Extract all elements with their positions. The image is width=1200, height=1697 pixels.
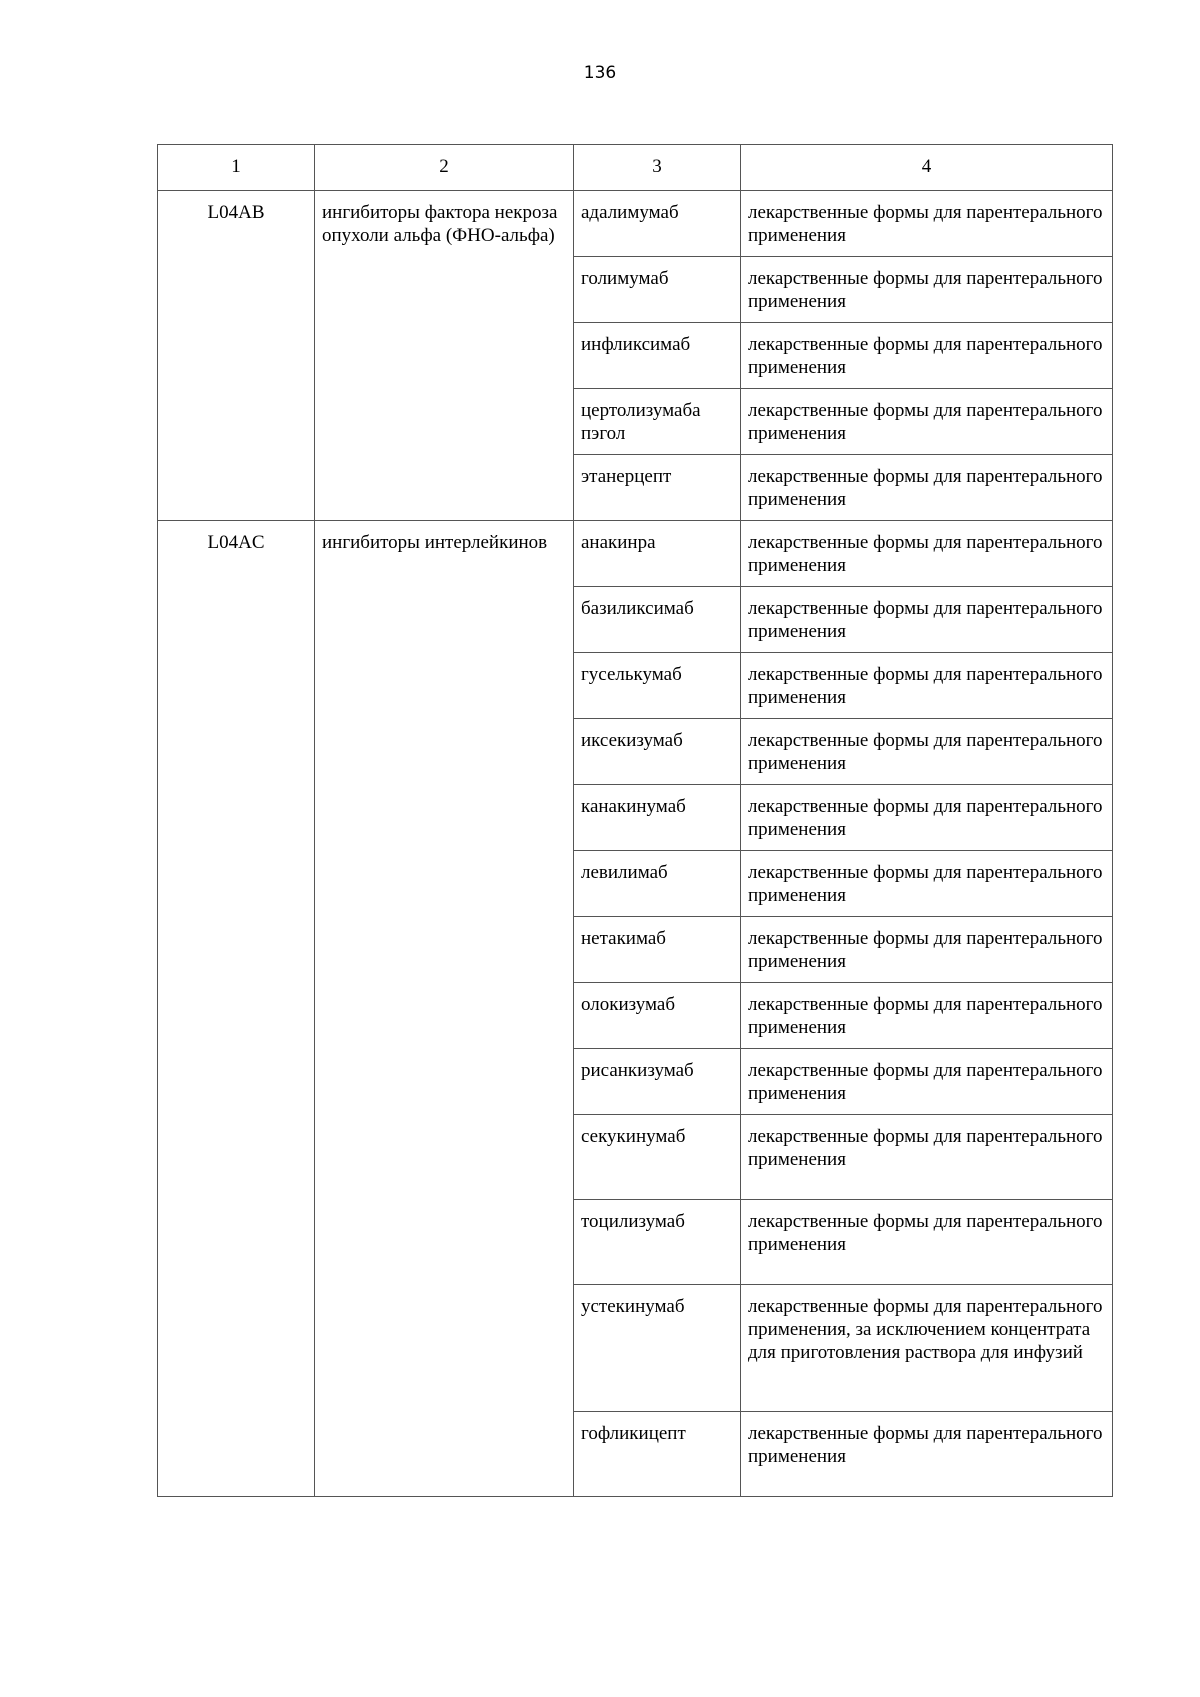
drug-name: гофликицепт xyxy=(574,1412,741,1497)
drug-name: устекинумаб xyxy=(574,1285,741,1412)
drug-name: голимумаб xyxy=(574,257,741,323)
header-cell-1: 1 xyxy=(158,145,315,191)
dosage-form: лекарственные формы для парентерального применения xyxy=(741,653,1113,719)
dosage-form: лекарственные формы для парентерального применения xyxy=(741,323,1113,389)
drug-name: канакинумаб xyxy=(574,785,741,851)
dosage-form: лекарственные формы для парентерального применения xyxy=(741,983,1113,1049)
dosage-form: лекарственные формы для парентерального применения xyxy=(741,1049,1113,1115)
table-row xyxy=(158,191,1113,257)
drug-name: рисанкизумаб xyxy=(574,1049,741,1115)
drug-name: левилимаб xyxy=(574,851,741,917)
drug-name: нетакимаб xyxy=(574,917,741,983)
group-code: L04AC xyxy=(158,521,315,1497)
drug-name: адалимумаб xyxy=(574,191,741,257)
drug-name: тоцилизумаб xyxy=(574,1200,741,1285)
group-name: ингибиторы интерлейкинов xyxy=(315,521,574,1497)
table-row xyxy=(158,521,1113,587)
drug-name: анакинра xyxy=(574,521,741,587)
table-body xyxy=(158,191,1113,1497)
drug-name: этанерцепт xyxy=(574,455,741,521)
header-cell-4: 4 xyxy=(741,145,1113,191)
dosage-form: лекарственные формы для парентерального применения xyxy=(741,257,1113,323)
drug-name: инфликсимаб xyxy=(574,323,741,389)
dosage-form: лекарственные формы для парентерального применения xyxy=(741,917,1113,983)
dosage-form: лекарственные формы для парентерального применения xyxy=(741,1412,1113,1497)
dosage-form: лекарственные формы для парентерального применения xyxy=(741,521,1113,587)
header-cell-2: 2 xyxy=(315,145,574,191)
page-number: 136 xyxy=(583,63,617,83)
group-name: ингибиторы фактора некроза опухоли альфа (ФНО-альфа) xyxy=(315,191,574,521)
dosage-form: лекарственные формы для парентерального применения xyxy=(741,389,1113,455)
dosage-form: лекарственные формы для парентерального применения xyxy=(741,851,1113,917)
dosage-form: лекарственные формы для парентерального применения xyxy=(741,455,1113,521)
dosage-form: лекарственные формы для парентерального применения xyxy=(741,587,1113,653)
header-row xyxy=(158,145,1113,191)
group-code: L04AB xyxy=(158,191,315,521)
drug-name: секукинумаб xyxy=(574,1115,741,1200)
dosage-form: лекарственные формы для парентерального применения xyxy=(741,785,1113,851)
drug-name: олокизумаб xyxy=(574,983,741,1049)
dosage-form: лекарственные формы для парентерального применения xyxy=(741,1200,1113,1285)
drug-name: гуселькумаб xyxy=(574,653,741,719)
drug-table xyxy=(157,144,1113,1497)
header-cell-3: 3 xyxy=(574,145,741,191)
dosage-form: лекарственные формы для парентерального применения xyxy=(741,191,1113,257)
drug-name: цертолизумаба пэгол xyxy=(574,389,741,455)
dosage-form: лекарственные формы для парентерального применения xyxy=(741,719,1113,785)
dosage-form: лекарственные формы для парентерального применения xyxy=(741,1115,1113,1200)
drug-name: базиликсимаб xyxy=(574,587,741,653)
drug-name: иксекизумаб xyxy=(574,719,741,785)
dosage-form: лекарственные формы для парентерального применения, за исключением концентрата для приготовления раствора для инфузий xyxy=(741,1285,1113,1412)
